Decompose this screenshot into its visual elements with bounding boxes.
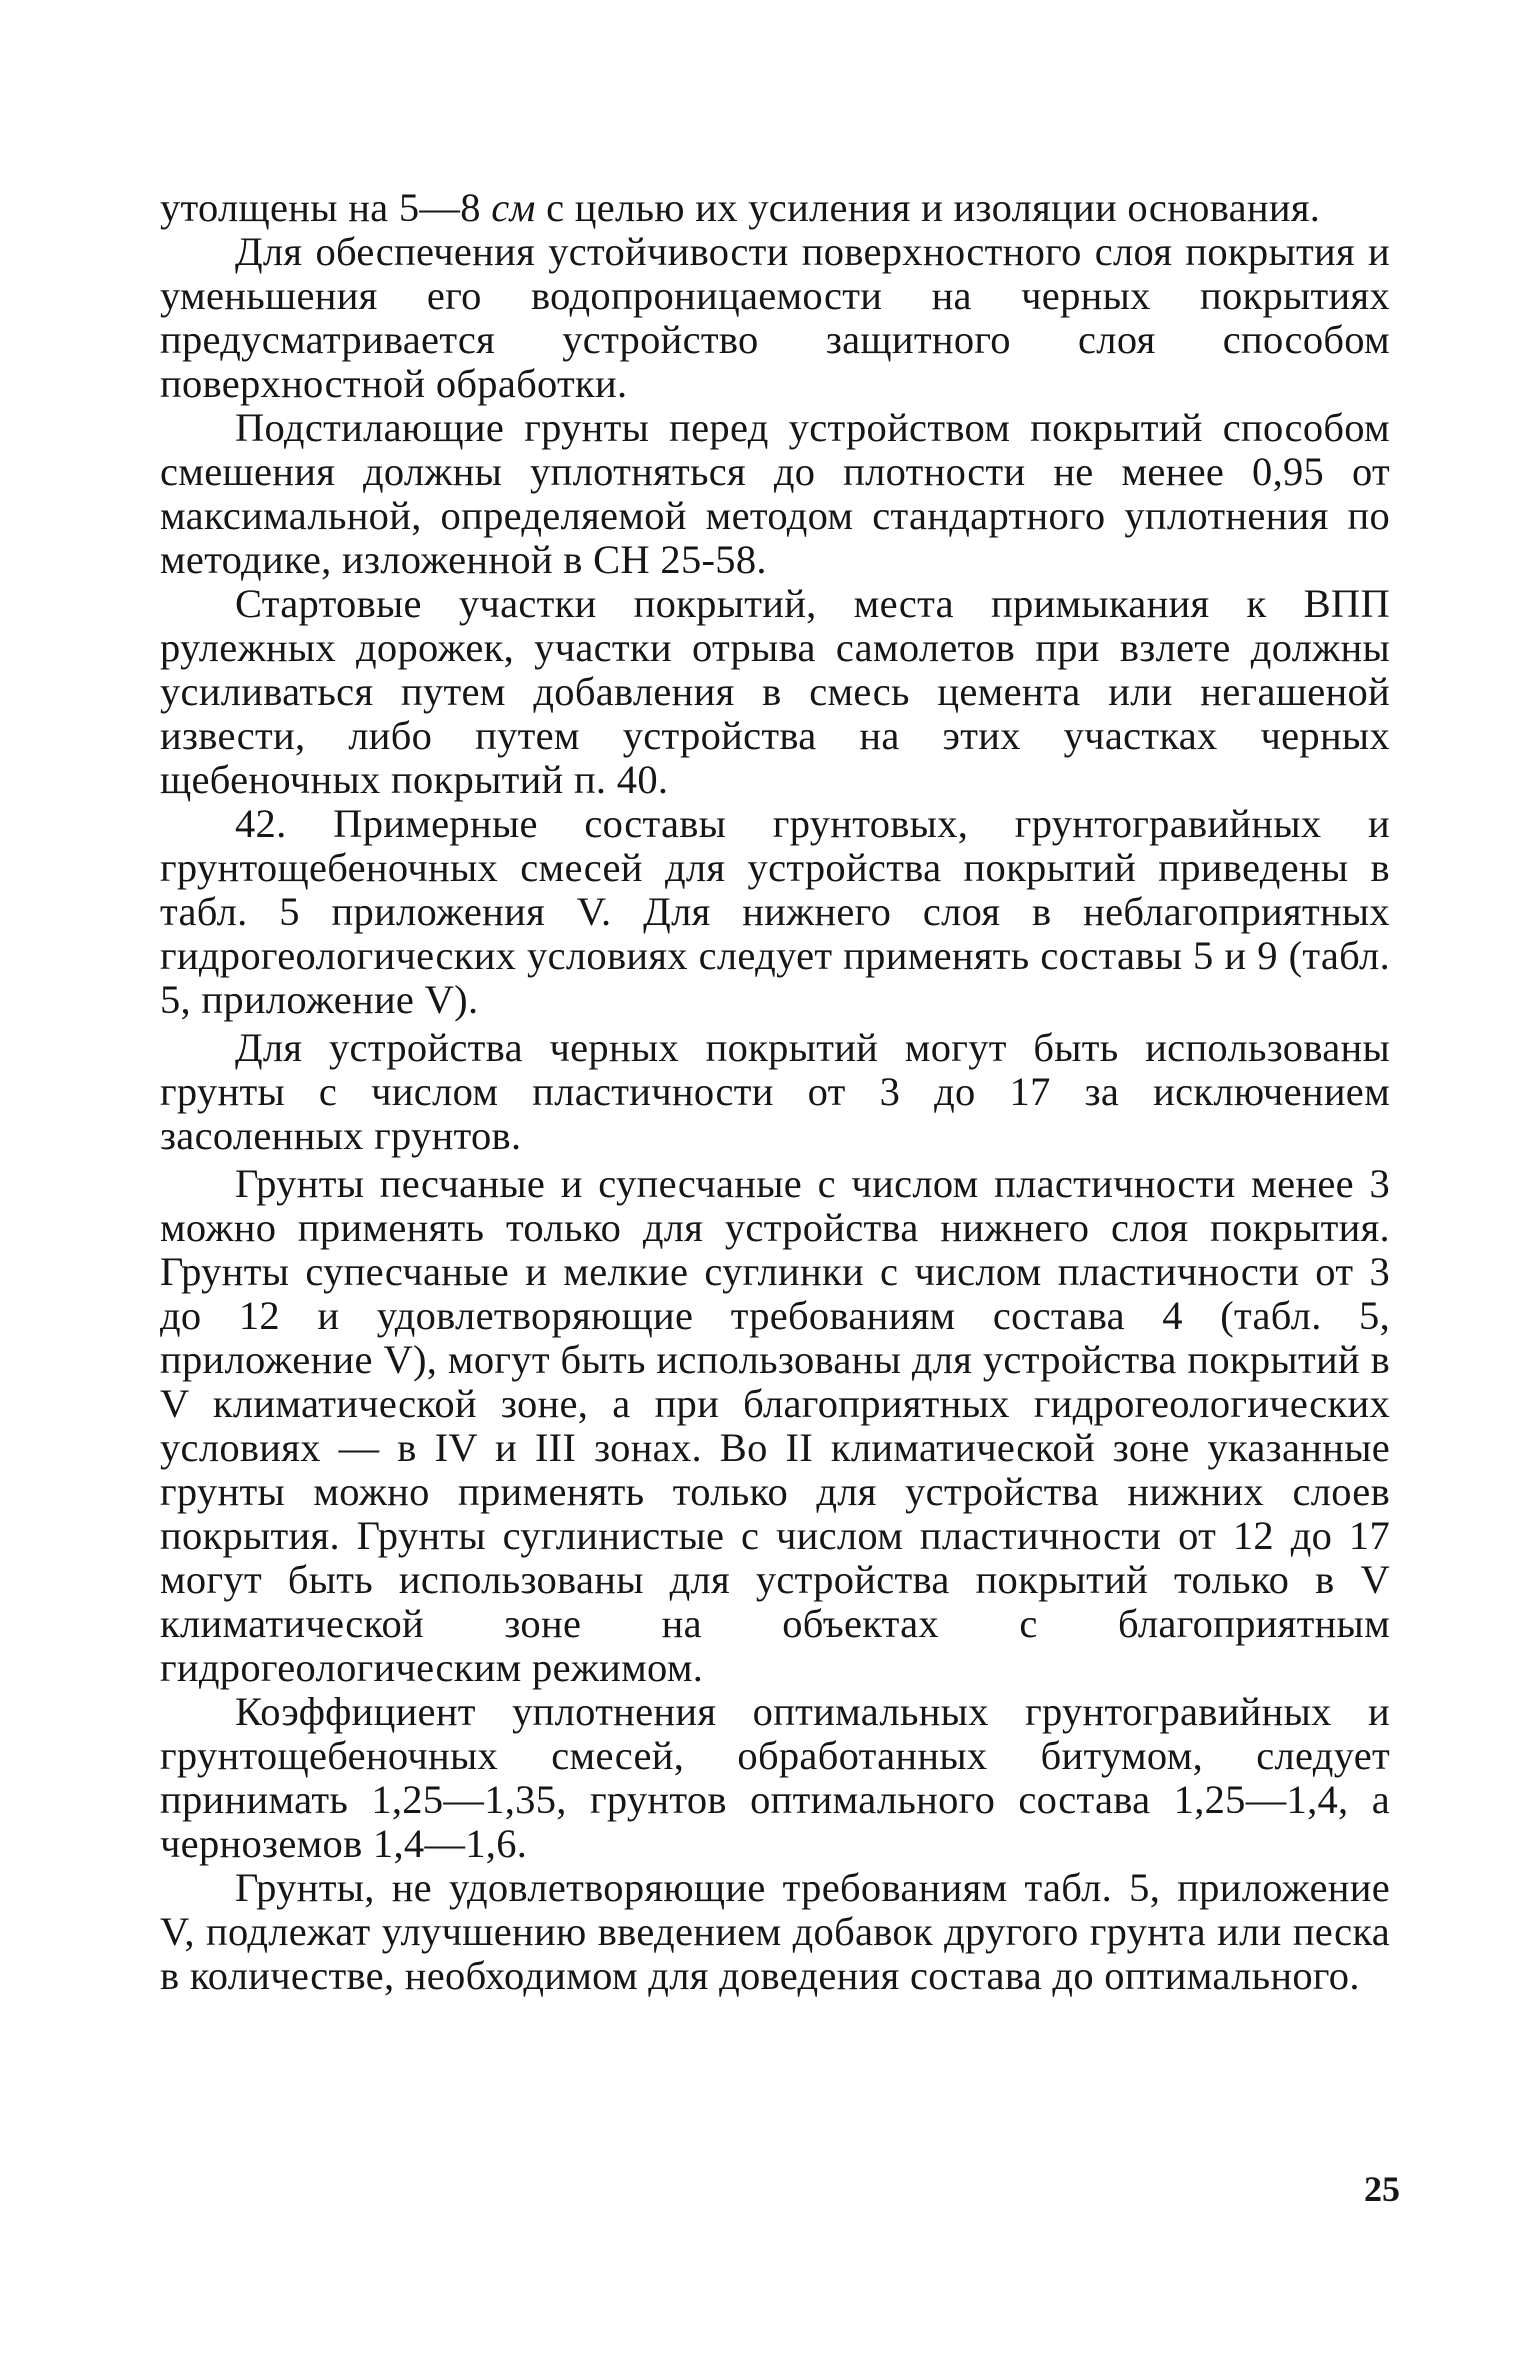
paragraph-1: утолщены на 5—8 см с целью их усиления и изоляции основания. [160, 185, 1321, 230]
paragraph-3: Подстилающие грунты перед устройством покрытий способом смешения должны уплотняться до плотности не менее 0,95 от максимальной, определяемой методом стандартного уплотнения по методике, изложенной в СН 25-58. [160, 405, 1390, 582]
page-number: 25 [1364, 2169, 1400, 2209]
paragraph-8: Коэффициент уплотнения оптимальных грунтогравийных и грунтощебеночных смесей, обработанных битумом, следует принимать 1,25—1,35, грунтов оптимального состава 1,25—1,4, а черноземов 1,4—1,6. [160, 1689, 1390, 1866]
paragraph-2: Для обеспечения устойчивости поверхностного слоя покрытия и уменьшения его водопроницаемости на черных покрытиях предусматривается устройство защитного слоя способом поверхностной обработки. [160, 229, 1390, 406]
unit-cm: см [491, 185, 536, 230]
paragraph-7: Грунты песчаные и супесчаные с числом пластичности менее 3 можно применять только для устройства нижнего слоя покрытия. Грунты супесчаные и мелкие суглинки с числом пластичности от 3 до 12 и удовлетворяющие требованиям состава 4 (табл. 5, приложение V), могут быть использованы для устройства покрытий в V климатической зоне, а при благоприятных гидрогеологических условиях — в IV и III зонах. Во II климатической зоне указанные грунты можно применять только для устройства нижних слоев покрытия. Грунты суглинистые с числом пластичности от 12 до 17 могут быть использованы для устройства покрытий только в V климатической зоне на объектах с благоприятным гидрогеологическим режимом. [160, 1161, 1390, 1690]
paragraph-6: Для устройства черных покрытий могут быть использованы грунты с числом пластичности от 3 до 17 за исключением засоленных грунтов. [160, 1025, 1390, 1158]
page-body [160, 186, 1390, 1998]
paragraph-9: Грунты, не удовлетворяющие требованиям табл. 5, приложение V, подлежат улучшению введением добавок другого грунта или песка в количестве, необходимом для доведения состава до оптимального. [160, 1865, 1390, 1998]
paragraph-5-section-42: 42. Примерные составы грунтовых, грунтогравийных и грунтощебеночных смесей для устройства покрытий приведены в табл. 5 приложения V. Для нижнего слоя в неблагоприятных гидрогеологических условиях следует применять составы 5 и 9 (табл. 5, приложение V). [160, 801, 1390, 1022]
paragraph-4: Стартовые участки покрытий, места примыкания к ВПП рулежных дорожек, участки отрыва самолетов при взлете должны усиливаться путем добавления в смесь цемента или негашеной извести, либо путем устройства на этих участках черных щебеночных покрытий п. 40. [160, 581, 1390, 802]
